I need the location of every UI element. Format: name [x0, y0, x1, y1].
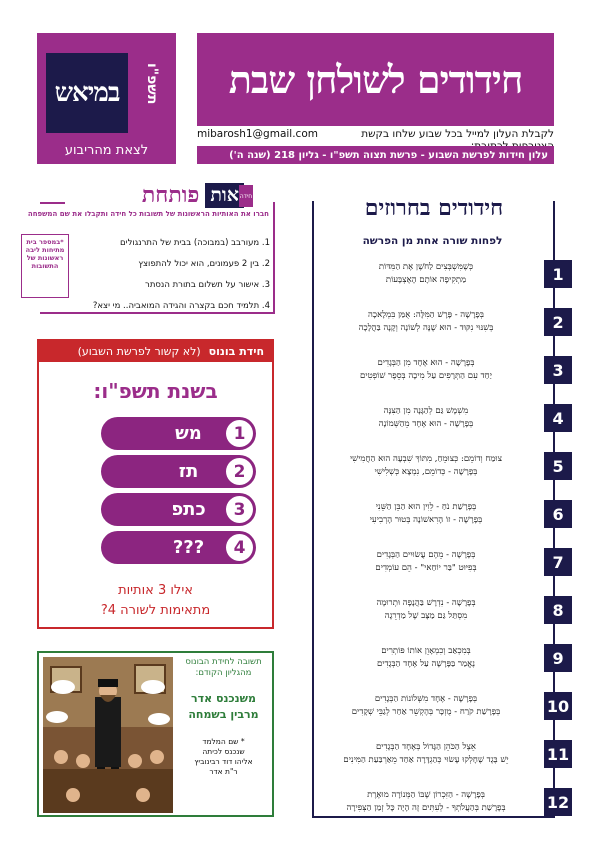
riddle-text [320, 789, 532, 815]
bonus-option [101, 531, 256, 564]
riddle-row [320, 444, 572, 488]
bonus-option-number: 1 [226, 420, 253, 447]
riddle-line: בְּפָרָשָׁה - פָּרָשׁ הַמִּלָּה: אֻמַּן בִּמְלָאכָה [368, 310, 484, 320]
riddle-line: אֵצֶל הַכֹּהֵן הַגָּדוֹל בְּאֶחָד הַבְּגָדִים [375, 742, 477, 752]
answer-note [177, 737, 270, 777]
riddle-text [320, 645, 532, 671]
answer-note-line: שנכנס לכיתה [202, 747, 245, 756]
bonus-question-line: מתאימות לשורה 4? [100, 603, 211, 618]
riddle-row [320, 732, 572, 776]
bonus-option-number: 4 [226, 534, 253, 561]
riddle-line: יַחַד עִם הַתְּרָפִים עַל מִיכָה בְּסֵפֶר שׁוֹפְטִים [360, 371, 492, 381]
classroom-illustration [43, 657, 173, 813]
riddle-line: צוּמַח וְדוֹמֵם: כְּצוּמֵחַ, מִתּוֹךְ שִׁבְעָה הוּא הַחֲמִישִׁי [349, 454, 503, 464]
riddle-row [320, 348, 572, 392]
ot-note: *במספר בית מתיחות ליבה ראשונות של התשובות [21, 234, 69, 298]
riddle-row [320, 684, 572, 728]
riddle-row [320, 636, 572, 680]
riddle-line: בְּפָרָשָׁה - נִדְרָשׁ בַּהֲנָפָה וּתְרוּמָה [376, 598, 476, 608]
riddle-text [320, 693, 532, 719]
answer-heading [177, 657, 270, 679]
answer-note-line: * שם המלמד [202, 737, 245, 746]
riddle-number: 8 [544, 596, 572, 624]
answer-main-line: משנכנס אדר [191, 692, 256, 705]
logo-year-mark: תשפ"ו [144, 63, 160, 105]
riddle-number: 1 [544, 260, 572, 288]
riddle-text [320, 357, 532, 383]
bonus-option-word: מש [175, 423, 202, 444]
riddle-text [320, 549, 532, 575]
logo-mark [46, 53, 128, 133]
answer-text [177, 657, 270, 777]
riddle-row [320, 492, 572, 536]
riddle-line: בְּפָרָשַׁת קֹרַח - מֻזְכָּר בְּהֶקְשֵׁר אַחַר לְגַבֵּי שְׁקָדִים [351, 707, 501, 717]
riddle-line: בְּפָרָשָׁה - כְּדוֹמֵם, נִמְצָא כְּשְׁלִישִׁי [374, 467, 478, 477]
contact-email[interactable]: mibarosh1@gmail.com [197, 128, 318, 140]
bonus-option-word: תז [178, 461, 199, 482]
riddle-row [320, 252, 572, 296]
ot-clue: 1. מעורבב (במבוכה) בבית של התרנגולים [120, 238, 270, 248]
bonus-option-number: 3 [226, 496, 253, 523]
riddle-row [320, 588, 572, 632]
bonus-option-number: 2 [226, 458, 253, 485]
logo-mark-text: במיאש [54, 78, 120, 108]
riddle-line: בְּמִכְאַב וְכִמְאָוֵן אוֹתוֹ פּוֹתְרִים [381, 646, 471, 656]
riddle-line: בְּפָרָשָׁה - הוּא אֶחָד מֵהַשְּׁמוֹנָה [378, 419, 474, 429]
subscribe-text: לקבלת העלון למייל בכל שבוע שלחו בקשת [361, 128, 554, 140]
riddles-subtitle: לפחות שורה אחת מן הפרשה [362, 235, 503, 247]
riddle-number: 5 [544, 452, 572, 480]
bonus-option [101, 417, 256, 450]
riddle-line: בְּפִיּוּט "בַּר יוֹחַאי" - הֵם עוֹמְדִים [375, 563, 477, 573]
riddle-number: 3 [544, 356, 572, 384]
riddle-line: מַתְקִיפָה אוֹתָם הָאֶצְבָּעוֹת [385, 275, 467, 285]
riddle-row [320, 780, 572, 824]
bonus-box [37, 339, 274, 629]
riddle-number: 4 [544, 404, 572, 432]
riddle-row [320, 540, 572, 584]
bonus-option-word: ??? [172, 537, 205, 558]
riddle-line: יֵשׁ בֶּגֶד שֶׁחָלְקוּ עָשׂוּי כְּהַגְדָּרָה אַחַד מֵאַרְבַּעַת הַמִּינִים [343, 755, 509, 765]
riddle-line: בְּפָרָשָׁה - הַזִּכְרוֹן שֶׁבּוֹ הַמְּנוֹרָה מוּאֶרֶת [367, 790, 485, 800]
bonus-question [39, 581, 272, 621]
riddle-text [320, 309, 532, 335]
riddle-text [320, 741, 532, 767]
riddle-line: בְּשִׁנּוּי נִקּוּד - הוּא שֶׁנָּה לְשׁוֹנָה וְקָנָה בַּהֲלָכָה [358, 323, 494, 333]
masthead-title-box [197, 33, 554, 126]
ot-potachat-frame-top [40, 202, 65, 204]
riddle-text [320, 597, 532, 623]
riddle-number: 7 [544, 548, 572, 576]
riddle-line: בְּפָרָשָׁה - הוּא אֶחָד מִן הַבְּגָדִים [377, 358, 475, 368]
riddle-row [320, 300, 572, 344]
answer-note-line: ר"ת אדר [209, 767, 238, 776]
riddle-number: 11 [544, 740, 572, 768]
bonus-option [101, 455, 256, 488]
riddle-line: בְּפָרָשַׁת בְּהַעֲלֹתְךָ - לְעִתִּים זֶה הָיָה כָּל זְמַן הַצְּפִירָה [346, 803, 506, 813]
answer-heading-line: תשובה לחידת הבונוס [185, 657, 262, 667]
riddle-line: בְּפָרָשָׁה - זוֹ הָרִאשׁוֹנָה בְּטוּר הָרְבִיעִי [369, 515, 483, 525]
issue-line: עלון חידות לפרשת השבוע - פרשת תצוה תשפ"ו - גליון 218 (שנה ה') [229, 149, 548, 161]
riddles-title: חידודים בחרוזים [353, 190, 515, 226]
answer-box [37, 651, 274, 817]
bonus-option [101, 493, 256, 526]
issue-bar [197, 146, 554, 164]
answer-main-line: מרבין בשמחה [188, 708, 259, 721]
bonus-question-line: אילו 3 אותיות [118, 583, 193, 598]
bonus-header [39, 341, 272, 362]
ot-title-dark: אות [205, 183, 244, 208]
riddle-text [320, 501, 532, 527]
answer-main [177, 691, 270, 723]
logo-subtitle: לצאת מהריבוע [64, 143, 149, 158]
riddle-line: מִסְתַּל גַּם מַצָּב שֶׁל מַדְרֵגָה [384, 611, 468, 621]
bonus-head-note: (לא קשור לפרשת השבוע) [77, 345, 201, 358]
answer-heading-line: מהגליון הקודם: [195, 668, 252, 678]
logo [37, 33, 176, 164]
bonus-year-label: בשנת תשפ"ו: [93, 379, 218, 403]
riddle-line: בְּפָרָשַׁת נֹחַ - לֵוִין הוּא הַבֵּן הַשֵּׁנִי [375, 502, 477, 512]
ot-subtitle: חברו את האותיות הראשונות של תשובות כל חידה ותקבלו את שם המשפחה [27, 210, 269, 218]
ot-clue: 3. אישור על תשלום בתורת הנסתר [145, 280, 270, 290]
masthead-title: חידודים לשולחן שבת [228, 56, 523, 102]
riddle-number: 10 [544, 692, 572, 720]
riddle-number: 6 [544, 500, 572, 528]
bonus-option-word: כתפ [171, 499, 206, 520]
riddle-line: בְּפָרָשָׁה - אֶחָד מִשְּׁלוֹנוֹת הַבְּגָדִים [374, 694, 478, 704]
riddle-line: נֶאֱמַר בַּפָּרָשָׁה עַל אֶחָד הַבְּגָדִים [377, 659, 475, 669]
riddle-number: 9 [544, 644, 572, 672]
ot-badge: חידה [239, 185, 253, 207]
riddle-line: בְּפָרָשָׁה - מֵהֶם עֲשׂוּיִים הַבְּגָדִים [376, 550, 476, 560]
riddle-line: מִשְׁמָשׁ גַּם לְהַגָּנָה מִן הַצִּנָּה [383, 406, 469, 416]
ot-clue: 2. בין 2 פעמונים, הוא יכול להתפוצץ [138, 259, 270, 269]
bonus-head-title: חידת בונוס [208, 345, 264, 358]
ot-clue-list [82, 233, 270, 317]
ot-potachat-title [64, 180, 244, 210]
riddle-line: כְּשֶׁמִּשְׁבְּצִים לַחֹשֶׁן אֶת הַמִּדּוֹת [378, 262, 474, 272]
ot-title-purple: פותחת [141, 182, 200, 208]
ot-clue: 4. תלמיד חכם בקצרה והגידה המואביה.. מי יצא? [92, 301, 270, 311]
answer-note-line: אליהו דוד רבינוביץ [194, 757, 253, 766]
riddle-text [320, 453, 532, 479]
riddle-text [320, 261, 532, 287]
riddle-number: 2 [544, 308, 572, 336]
riddle-number: 12 [544, 788, 572, 816]
riddle-text [320, 405, 532, 431]
riddle-row [320, 396, 572, 440]
